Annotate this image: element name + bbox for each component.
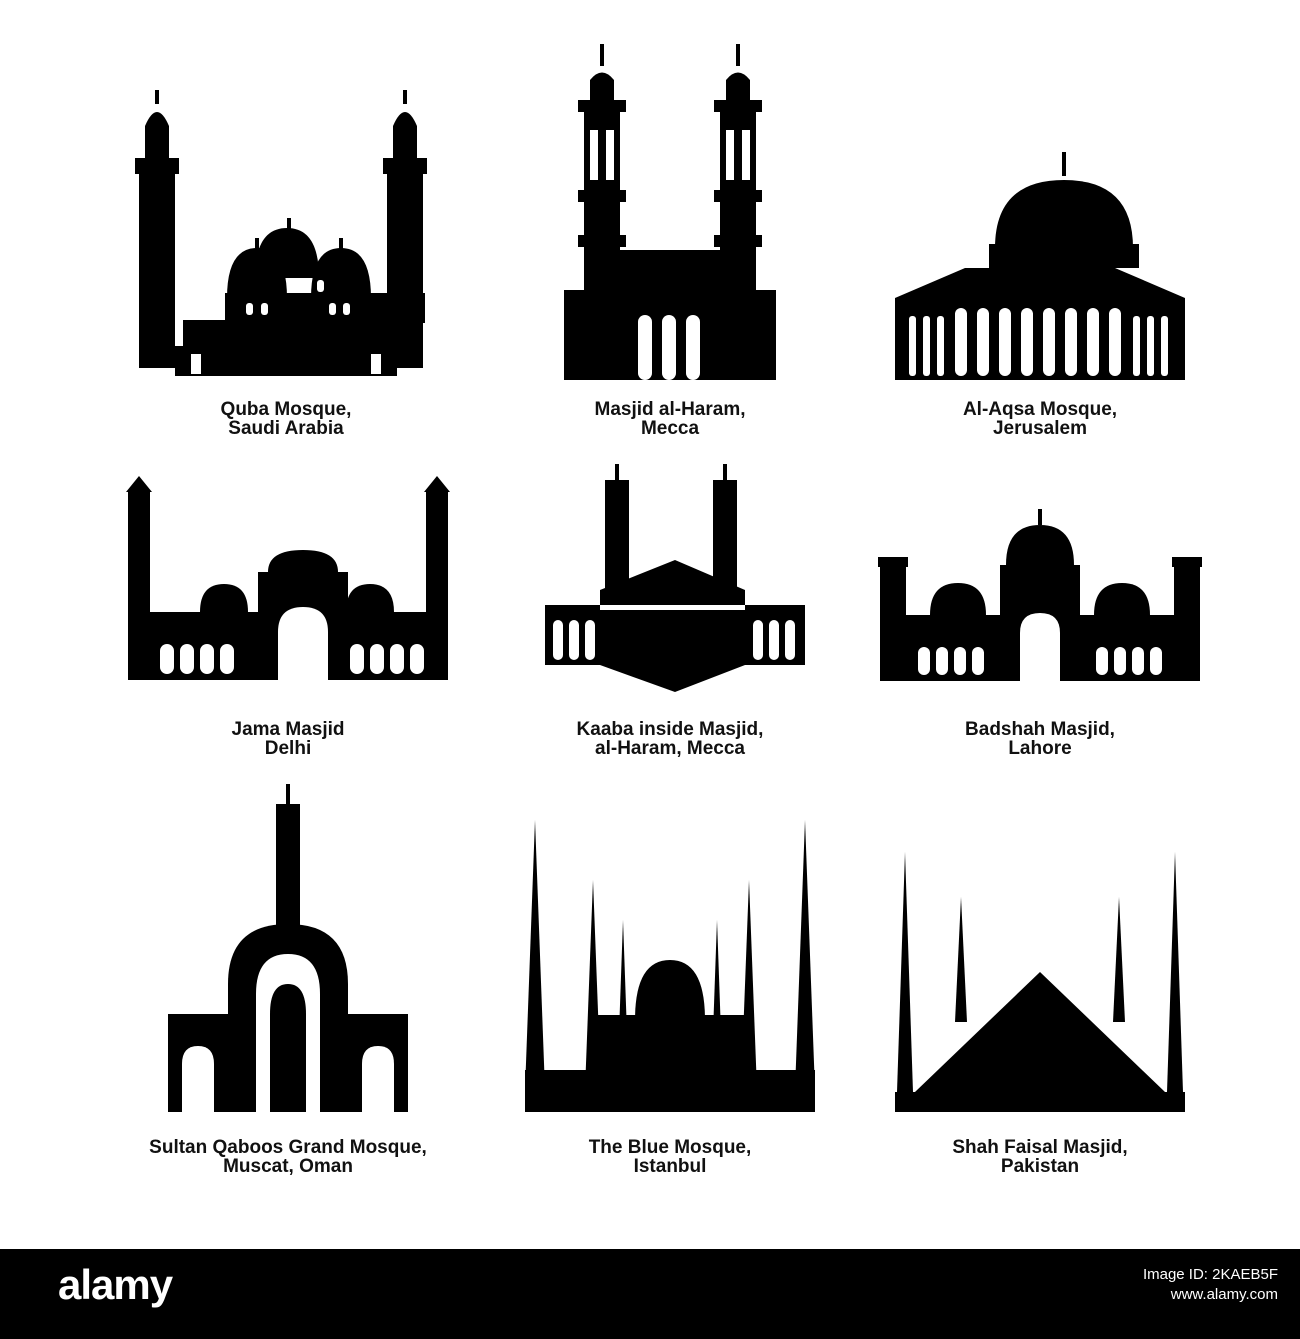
- mosque-location: al-Haram, Mecca: [595, 738, 745, 759]
- mosque-location: Muscat, Oman: [223, 1156, 353, 1177]
- mosque-caption: [88, 1138, 488, 1176]
- footer-bar: [0, 1249, 1300, 1339]
- mosque-location: Lahore: [1008, 738, 1072, 759]
- jama-masjid-icon: [108, 472, 468, 680]
- shah-faisal-masjid-icon: [875, 852, 1205, 1112]
- mosque-name: Shah Faisal Masjid,: [952, 1137, 1128, 1158]
- stock-info: [1143, 1265, 1278, 1305]
- mosque-card-blue-mosque: [470, 820, 870, 1177]
- mosque-name: Badshah Masjid,: [965, 719, 1115, 740]
- mosque-caption: [86, 400, 486, 438]
- al-aqsa-mosque-icon: [865, 148, 1215, 380]
- mosque-card-al-aqsa: [840, 148, 1240, 439]
- mosque-caption: [470, 720, 870, 758]
- mosque-name: Kaaba inside Masjid,: [576, 719, 764, 740]
- mosque-caption: [470, 400, 870, 438]
- mosque-card-jama-masjid: [88, 472, 488, 759]
- blue-mosque-icon: [495, 820, 845, 1112]
- mosque-location: Istanbul: [633, 1156, 707, 1177]
- kaaba-icon: [505, 460, 835, 692]
- mosque-location: Delhi: [264, 738, 312, 759]
- mosque-location: Mecca: [640, 418, 700, 439]
- quba-mosque-icon: [131, 88, 441, 380]
- mosque-caption: [840, 720, 1240, 758]
- mosque-name: Sultan Qaboos Grand Mosque,: [149, 1137, 427, 1158]
- mosque-card-quba: [86, 88, 486, 439]
- mosque-name: The Blue Mosque,: [588, 1137, 752, 1158]
- mosque-caption: [88, 720, 488, 758]
- mosque-name: Masjid al-Haram,: [594, 399, 746, 420]
- mosque-name: Jama Masjid: [231, 719, 345, 740]
- mosque-card-shah-faisal: [840, 852, 1240, 1177]
- mosque-location: Pakistan: [1000, 1156, 1080, 1177]
- mosque-name: Quba Mosque,: [220, 399, 352, 420]
- mosque-caption: [840, 1138, 1240, 1176]
- mosque-card-badshah-masjid: [840, 505, 1240, 759]
- mosque-card-kaaba: [470, 460, 870, 759]
- mosque-caption: [840, 400, 1240, 438]
- alamy-logo: alamy: [58, 1261, 173, 1308]
- mosque-name: Al-Aqsa Mosque,: [962, 399, 1118, 420]
- mosque-caption: [470, 1138, 870, 1176]
- badshah-masjid-icon: [860, 505, 1220, 681]
- mosque-card-sultan-qaboos: [88, 784, 488, 1177]
- mosque-location: Saudi Arabia: [228, 418, 344, 439]
- mosque-location: Jerusalem: [992, 418, 1087, 439]
- website-url: www.alamy.com: [1170, 1286, 1278, 1303]
- mosque-card-masjid-al-haram: [470, 40, 870, 439]
- masjid-al-haram-icon: [560, 40, 780, 380]
- sultan-qaboos-mosque-icon: [158, 784, 418, 1112]
- image-id: Image ID: 2KAEB5F: [1142, 1266, 1278, 1283]
